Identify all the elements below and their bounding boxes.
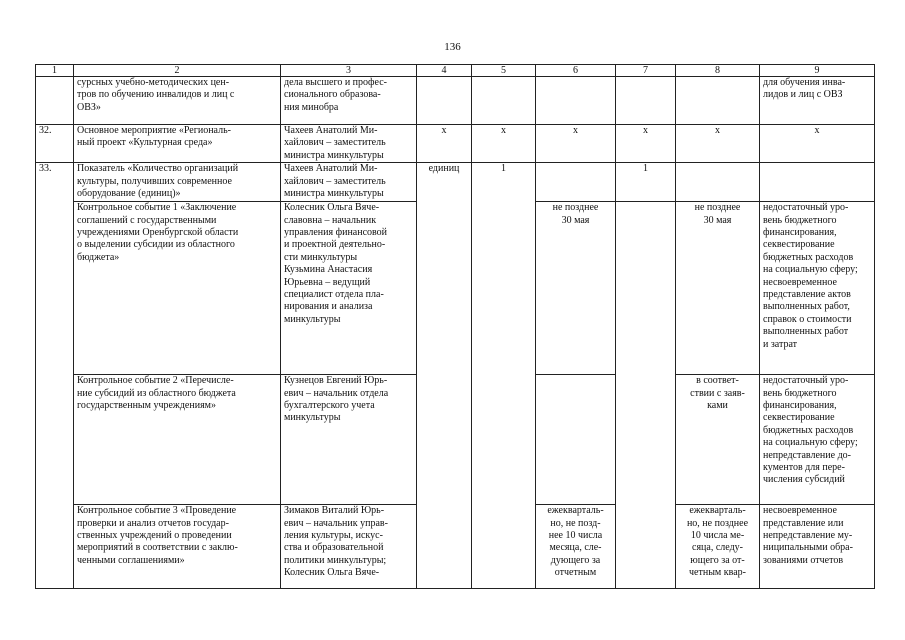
cell-unit: х: [417, 125, 472, 163]
page-number: 136: [444, 41, 461, 53]
cell-responsible: Чахеев Анатолий Ми- хайлович – заместитель министра минкультуры: [281, 163, 417, 202]
cell-risks: [760, 163, 875, 202]
cell-deadline: ежекварталь- но, не позднее 10 числа ме- сяца, следу- ющего за от- четным квар-: [676, 505, 760, 589]
cell-description: Контрольное событие 2 «Перечисле- ние субсидий из областного бюджета государственным учреждениям»: [74, 375, 281, 505]
cell-responsible: Чахеев Анатолий Ми- хайлович – заместитель министра минкультуры: [281, 125, 417, 163]
plan-table: [35, 64, 875, 589]
cell: [616, 77, 676, 125]
cell-value: 1: [616, 163, 676, 202]
cell-responsible: Зимаков Виталий Юрь- евич – начальник управ- ления культуры, искус- ства и образовательной политики минкультуры; Колесник Ольга Вяче-: [281, 505, 417, 589]
cell-unit: единиц: [417, 163, 472, 589]
cell-deadline: [536, 375, 616, 505]
column-number: 9: [760, 65, 875, 77]
cell-deadline: не позднее 30 мая: [676, 202, 760, 375]
cell-responsible: дела высшего и профес- сионального образова- ния минобра: [281, 77, 417, 125]
cell-risks: х: [760, 125, 875, 163]
column-number-row: [36, 65, 875, 77]
cell-description: сурсных учебно-методических цен- тров по обучению инвалидов и лиц с ОВЗ»: [74, 77, 281, 125]
cell-risks: несвоевременное представление или непредставление му- ниципальными обра- зованиями отчетов: [760, 505, 875, 589]
cell-risks: недостаточный уро- вень бюджетного финансирования, секвестирование бюджетных расходов на социальную сферу; несвоевременное представление актов выполненных работ, справок о стоимости выполненных работ и затрат: [760, 202, 875, 375]
column-number: 8: [676, 65, 760, 77]
cell-deadline: х: [676, 125, 760, 163]
cell-responsible: Кузнецов Евгений Юрь- евич – начальник отдела бухгалтерского учета минкультуры: [281, 375, 417, 505]
cell-risks: для обучения инва- лидов и лиц с ОВЗ: [760, 77, 875, 125]
cell-value: х: [616, 125, 676, 163]
cell-description: Основное мероприятие «Региональ- ный проект «Культурная среда»: [74, 125, 281, 163]
cell-deadline: [536, 163, 616, 202]
table-row-33: [36, 163, 875, 202]
cell-number: 32.: [36, 125, 74, 163]
cell-number: [36, 77, 74, 125]
cell: [472, 77, 536, 125]
table-row-continued: [36, 77, 875, 125]
cell-value: 1: [472, 163, 536, 589]
cell-deadline: [676, 163, 760, 202]
column-number: 4: [417, 65, 472, 77]
column-number: 2: [74, 65, 281, 77]
cell-risks: недостаточный уро- вень бюджетного финансирования, секвестирование бюджетных расходов на социальную сферу; непредставление до- кументов для пере- числения субсидий: [760, 375, 875, 505]
cell-deadline: в соответ- ствии с заяв- ками: [676, 375, 760, 505]
cell: [417, 77, 472, 125]
column-number: 3: [281, 65, 417, 77]
cell-responsible: Колесник Ольга Вяче- славовна – начальник управления финансовой и проектной деятельно- сти минкультуры Кузьмина Анастасия Юрьевна – ведущий специалист отдела пла- нирования и анализа минкультуры: [281, 202, 417, 375]
cell-value: х: [472, 125, 536, 163]
cell-value: [616, 202, 676, 589]
cell-description: Контрольное событие 3 «Проведение проверки и анализ отчетов государ- ственных учреждений о проведении мероприятий в соответствии с заклю- ченными соглашениями»: [74, 505, 281, 589]
cell-deadline: ежекварталь- но, не позд- нее 10 числа месяца, сле- дующего за отчетным: [536, 505, 616, 589]
column-number: 7: [616, 65, 676, 77]
column-number: 1: [36, 65, 74, 77]
cell-deadline: х: [536, 125, 616, 163]
cell: [536, 77, 616, 125]
cell-number: 33.: [36, 163, 74, 589]
cell-description: Контрольное событие 1 «Заключение соглашений с государственными учреждениями Оренбургской области о выделении субсидии из областного бюджета»: [74, 202, 281, 375]
table-row-32: [36, 125, 875, 163]
cell: [676, 77, 760, 125]
column-number: 5: [472, 65, 536, 77]
column-number: 6: [536, 65, 616, 77]
cell-deadline: не позднее 30 мая: [536, 202, 616, 375]
cell-description: Показатель «Количество организаций культуры, получивших современное оборудование (единиц)»: [74, 163, 281, 202]
